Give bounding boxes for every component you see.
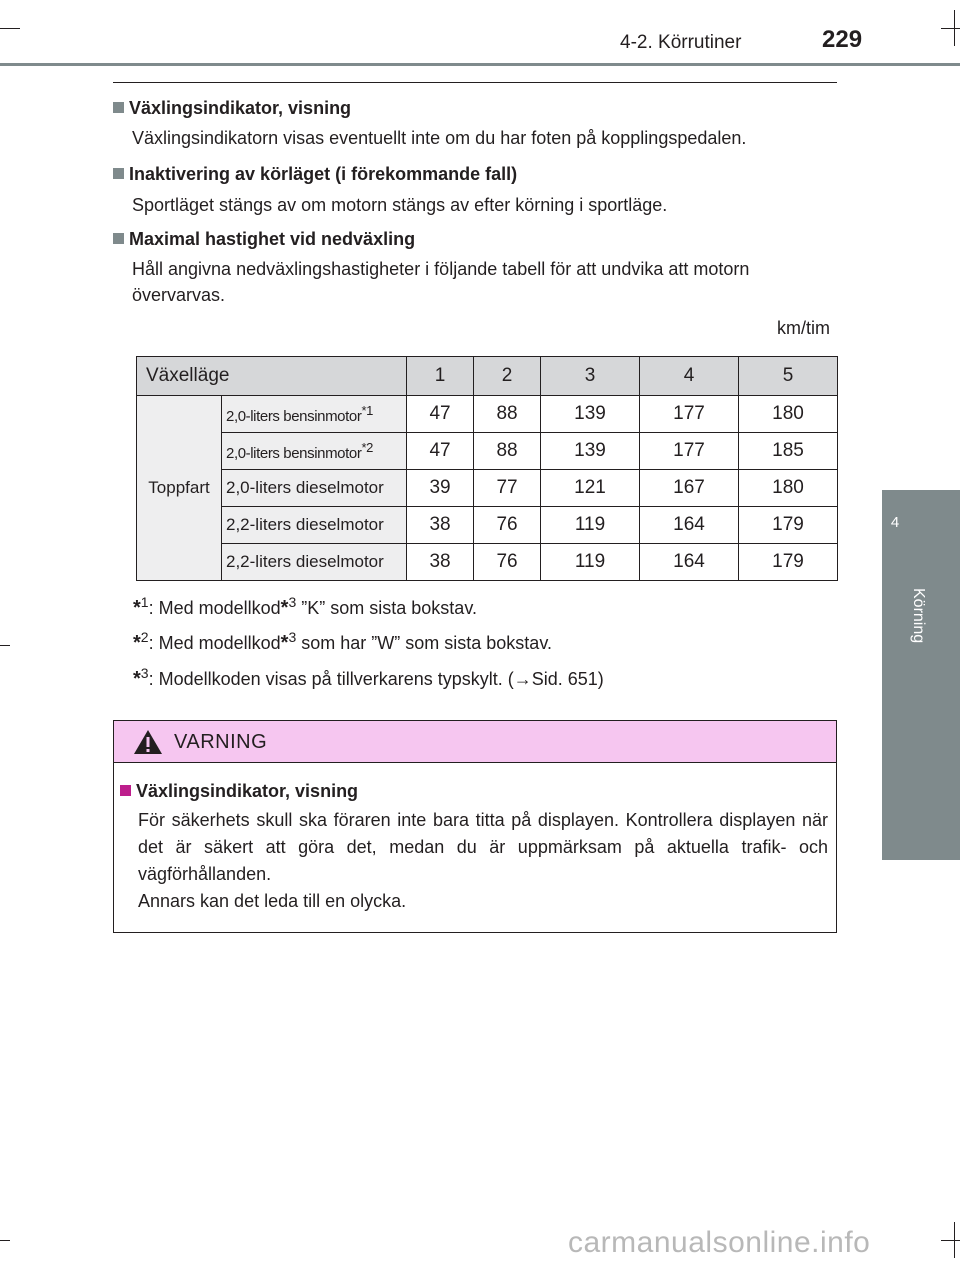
warning-paragraph: Annars kan det leda till en olycka. bbox=[138, 891, 407, 911]
footnote-link[interactable]: Sid. 651) bbox=[531, 669, 604, 689]
footnote-star: * bbox=[280, 597, 289, 619]
crop-mark bbox=[954, 10, 955, 46]
table-row bbox=[137, 507, 838, 544]
warning-paragraph: För säkerhets skull ska föraren inte bara titta på displayen. Kontrollera displayen när det är säkert att göra det, medan du är uppmärksam på aktuella trafik- och vägförhållanden. bbox=[138, 810, 828, 884]
header-section-title: 4-2. Körrutiner bbox=[620, 32, 742, 53]
speed-cell: 121 bbox=[541, 470, 640, 507]
page-number: 229 bbox=[822, 26, 863, 53]
warning-heading bbox=[120, 781, 358, 802]
warning-triangle-icon bbox=[133, 729, 163, 755]
crop-mark bbox=[954, 1222, 955, 1258]
footnote-star: * bbox=[280, 632, 289, 654]
speed-cell: 179 bbox=[739, 507, 838, 544]
section-heading-drive-mode bbox=[113, 164, 517, 185]
header-rule bbox=[0, 63, 960, 66]
footnote-ref: 3 bbox=[288, 594, 297, 610]
section-body: Växlingsindikatorn visas eventuellt inte om du har foten på kopplingspedalen. bbox=[132, 128, 747, 148]
speed-cell: 180 bbox=[739, 396, 838, 433]
speed-cell: 38 bbox=[407, 544, 474, 581]
footnote-text: ”K” som sista bokstav. bbox=[296, 598, 477, 618]
footnote-ref: *2 bbox=[361, 440, 373, 455]
warning-heading-text: Växlingsindikator, visning bbox=[136, 781, 359, 801]
table-row bbox=[137, 433, 838, 470]
crop-mark bbox=[941, 1240, 960, 1241]
footnote-ref: *1 bbox=[361, 403, 373, 418]
engine-name: 2,0-liters bensinmotor bbox=[226, 445, 362, 462]
speed-cell: 88 bbox=[474, 396, 541, 433]
warning-body bbox=[138, 807, 828, 915]
chapter-tab-label: Körning bbox=[910, 588, 927, 644]
speed-cell: 76 bbox=[474, 507, 541, 544]
crop-mark bbox=[0, 645, 10, 646]
speed-cell: 185 bbox=[739, 433, 838, 470]
engine-cell bbox=[222, 433, 407, 470]
watermark: carmanualsonline.info bbox=[568, 1226, 871, 1259]
gear-header: 5 bbox=[739, 357, 838, 396]
section-heading-text: Inaktivering av körläget (i förekommande fall) bbox=[129, 164, 518, 184]
footnote-ref: 3 bbox=[288, 629, 297, 645]
speed-cell: 139 bbox=[541, 433, 640, 470]
gear-header: 1 bbox=[407, 357, 474, 396]
section-heading-text: Växlingsindikator, visning bbox=[129, 98, 352, 118]
gear-header: 2 bbox=[474, 357, 541, 396]
speed-cell: 177 bbox=[640, 433, 739, 470]
bullet-square-icon bbox=[113, 168, 124, 179]
footnote-star: * bbox=[133, 632, 141, 654]
chapter-side-tab bbox=[882, 490, 960, 860]
speed-cell: 47 bbox=[407, 396, 474, 433]
speed-cell: 177 bbox=[640, 396, 739, 433]
footnote-star: * bbox=[133, 597, 141, 619]
table-unit-label: km/tim bbox=[777, 318, 830, 338]
footnote-2 bbox=[133, 629, 552, 655]
bullet-square-icon bbox=[113, 102, 124, 113]
crop-mark bbox=[0, 1240, 10, 1241]
footnote-star: * bbox=[133, 668, 141, 690]
footnote-number: 1 bbox=[140, 594, 149, 610]
footnote-text: : Med modellkod bbox=[148, 598, 281, 618]
footnote-number: 3 bbox=[140, 665, 149, 681]
bullet-square-icon bbox=[113, 233, 124, 244]
speed-cell: 139 bbox=[541, 396, 640, 433]
table-header-label: Växelläge bbox=[137, 357, 407, 396]
engine-cell bbox=[222, 396, 407, 433]
downshift-speed-table bbox=[136, 356, 838, 581]
footnote-1 bbox=[133, 594, 477, 620]
content-top-rule bbox=[113, 82, 837, 83]
footnote-text: : Modellkoden visas på tillverkarens typskylt. ( bbox=[148, 669, 514, 689]
speed-cell: 77 bbox=[474, 470, 541, 507]
footnote-text: : Med modellkod bbox=[148, 633, 281, 653]
chapter-tab-number: 4 bbox=[890, 514, 900, 531]
speed-cell: 180 bbox=[739, 470, 838, 507]
speed-cell: 39 bbox=[407, 470, 474, 507]
footnote-text: som har ”W” som sista bokstav. bbox=[296, 633, 552, 653]
section-heading-gear-indicator bbox=[113, 98, 351, 119]
bullet-square-icon bbox=[120, 785, 131, 796]
speed-cell: 164 bbox=[640, 544, 739, 581]
crop-mark bbox=[941, 28, 960, 29]
speed-cell: 179 bbox=[739, 544, 838, 581]
speed-cell: 76 bbox=[474, 544, 541, 581]
speed-cell: 88 bbox=[474, 433, 541, 470]
crop-mark bbox=[0, 28, 20, 29]
footnote-3 bbox=[133, 665, 604, 691]
engine-cell: 2,2-liters dieselmotor bbox=[222, 507, 407, 544]
table-row bbox=[137, 470, 838, 507]
warning-header bbox=[114, 721, 836, 763]
section-heading-text: Maximal hastighet vid nedväxling bbox=[129, 229, 416, 249]
warning-box bbox=[113, 720, 837, 933]
speed-cell: 164 bbox=[640, 507, 739, 544]
engine-name: 2,0-liters bensinmotor bbox=[226, 408, 362, 425]
warning-title: VARNING bbox=[174, 731, 268, 753]
gear-header: 3 bbox=[541, 357, 640, 396]
engine-cell: 2,0-liters dieselmotor bbox=[222, 470, 407, 507]
speed-cell: 47 bbox=[407, 433, 474, 470]
table-row bbox=[137, 396, 838, 433]
speed-cell: 167 bbox=[640, 470, 739, 507]
table-group-label: Toppfart bbox=[137, 396, 222, 581]
section-body: Sportläget stängs av om motorn stängs av efter körning i sportläge. bbox=[132, 195, 668, 215]
arrow-right-icon: → bbox=[513, 669, 532, 689]
footnote-number: 2 bbox=[140, 629, 149, 645]
section-body: Håll angivna nedväxlingshastigheter i följande tabell för att undvika att motorn övervarvas. bbox=[132, 259, 750, 305]
speed-cell: 38 bbox=[407, 507, 474, 544]
engine-cell: 2,2-liters dieselmotor bbox=[222, 544, 407, 581]
speed-cell: 119 bbox=[541, 507, 640, 544]
speed-cell: 119 bbox=[541, 544, 640, 581]
table-header-row bbox=[137, 357, 838, 396]
table-row bbox=[137, 544, 838, 581]
gear-header: 4 bbox=[640, 357, 739, 396]
section-heading-max-speed bbox=[113, 229, 415, 250]
